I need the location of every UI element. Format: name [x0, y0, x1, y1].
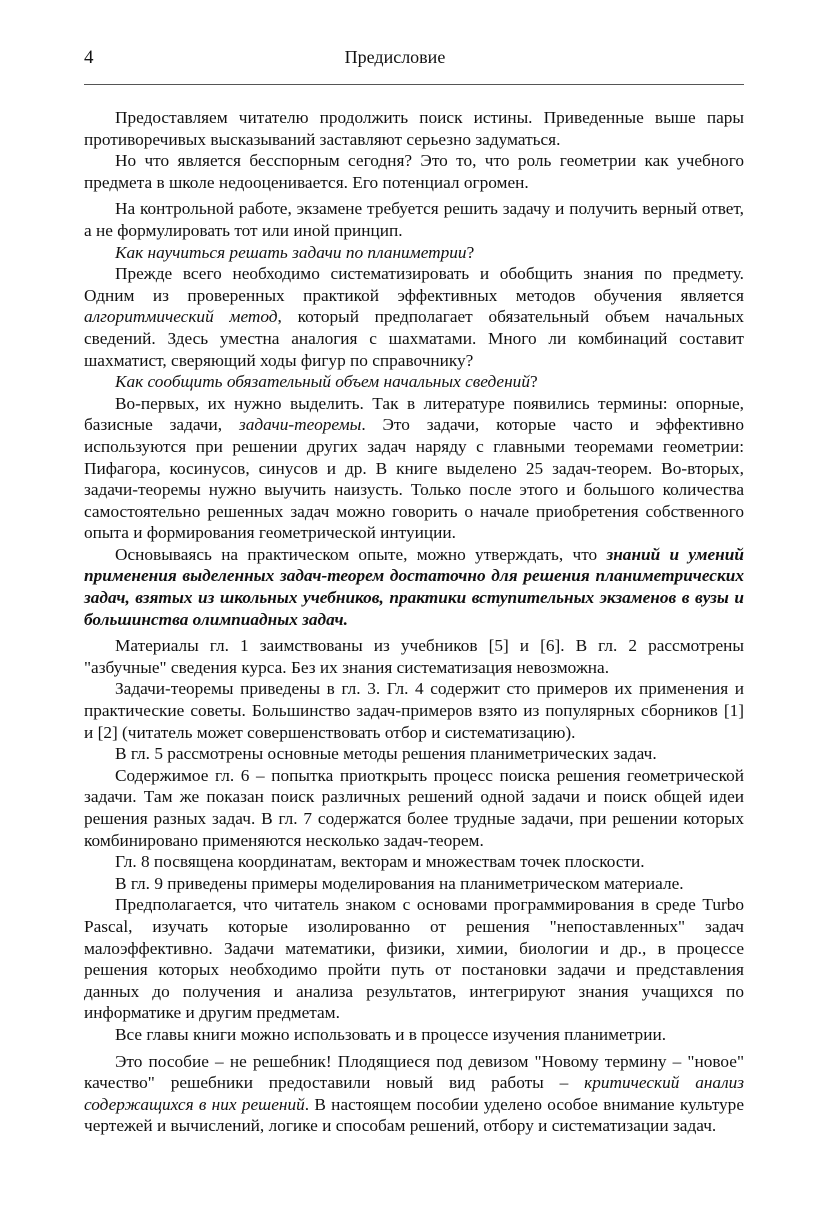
paragraph: Материалы гл. 1 заимствованы из учебников [5] и [6]. В гл. 2 рассмотрены "азбучные" сведения курса. Без их знания систематизация невозможна.: [84, 636, 744, 677]
header-rule: [84, 84, 744, 85]
paragraph-text: Во-первых, их нужно выделить. Так в литературе появились термины: опорные, базисные задачи,: [84, 393, 744, 435]
paragraph: Задачи-теоремы приведены в гл. 3. Гл. 4 содержит сто примеров их применения и практические советы. Большинство задач-примеров взято из популярных сборников [1] и [2] (читатель может совершенствовать отбор и систематизацию).: [84, 679, 744, 742]
paragraph: [84, 1051, 744, 1137]
paragraph: Все главы книги можно использовать и в процессе изучения планиметрии.: [115, 1024, 667, 1044]
question-mark: ?: [466, 242, 475, 262]
paragraph: На контрольной работе, экзамене требуется решить задачу и получить верный ответ, а не формулировать тот или иной принцип.: [84, 199, 744, 240]
paragraph-text: Основываясь на практическом опыте, можно утверждать, что: [115, 544, 607, 564]
paragraph: Предполагается, что читатель знаком с основами программирования в среде Turbo Pascal, изучать которые изолированно от решения "непоставленных" задач малоэффективно. Задачи математики, физики, химии, биологии и др., в процессе решения которых необходимо пройти путь от постановки задачи и представления данных до получения и анализа результатов, интегрируют знания учащихся по информатике и другим предметам.: [84, 895, 744, 1023]
page-body: [84, 107, 744, 1137]
italic-term: алгоритмический метод: [84, 307, 278, 327]
italic-term: задачи-теоремы: [238, 415, 362, 435]
paragraph-text: . В настоящем пособии уделено особое внимание культуре чертежей и вычислений, логике и способам решений, отбору и систематизации задач.: [84, 1094, 744, 1136]
paragraph: [84, 263, 744, 371]
paragraph: В гл. 9 приведены примеры моделирования на планиметрическом материале.: [115, 873, 684, 893]
question-mark: ?: [529, 372, 538, 392]
bold-statement: знаний и умений применения выделенных задач-теорем достаточно для решения планиметрических задач, взятых из школьных учебников, практики вступительных экзаменов в вузы и большинства олимпиадных задач.: [84, 544, 744, 629]
paragraph: Но что является бесспорным сегодня? Это то, что роль геометрии как учебного предмета в школе недооценивается. Его потенциал огромен.: [84, 151, 744, 192]
italic-question: Как научиться решать задачи по планиметрии: [115, 242, 467, 262]
paragraph: [84, 371, 744, 393]
paragraph: Гл. 8 посвящена координатам, векторам и множествам точек плоскости.: [115, 852, 645, 872]
paragraph-text: Это пособие – не решебник! Плодящиеся под девизом "Новому термину – "новое" качество" решебники предоставили новый вид работы –: [84, 1051, 744, 1093]
paragraph: Содержимое гл. 6 – попытка приоткрыть процесс поиска решения геометрической задачи. Там же показан поиск различных решений одной задачи и поиск общей идеи решения разных задач. В гл. 7 содержатся более трудные задачи, при решении которых комбинировано применяются несколько задач-теорем.: [84, 765, 744, 850]
page-number: 4: [84, 47, 94, 68]
paragraph: [84, 393, 744, 544]
paragraph: В гл. 5 рассмотрены основные методы решения планиметрических задач.: [115, 744, 657, 764]
paragraph-text: , который предполагает обязательный объем начальных сведений. Здесь уместна аналогия с шахматами. Много ли комбинаций составит шахматист, сверяющий ходы фигур по справочнику?: [84, 307, 744, 370]
paragraph-text: Прежде всего необходимо систематизировать и обобщить знания по предмету. Одним из проверенных практикой эффективных методов обучения является: [84, 264, 744, 305]
paragraph-text: . Это задачи, которые часто и эффективно используются при решении других задач наряду с главными теоремами геометрии: Пифагора, косинусов, синусов и др. В книге выделено 25 задач-теорем. Во-вторых, задачи-теоремы нужно выучить наизусть. Только после этого и большого количества самостоятельно решенных задач можно говорить о начале приобретения собственного опыта и формирования геометрической интуиции.: [84, 415, 744, 543]
paragraph: [84, 544, 744, 630]
running-head: Предисловие: [344, 47, 446, 67]
paragraph: [84, 242, 744, 264]
paragraph: Предоставляем читателю продолжить поиск истины. Приведенные выше пары противоречивых высказываний заставляют серьезно задуматься.: [84, 108, 744, 149]
italic-question: Как сообщить обязательный объем начальных сведений: [115, 372, 530, 392]
italic-term: критический анализ содержащихся в них решений: [84, 1073, 744, 1114]
